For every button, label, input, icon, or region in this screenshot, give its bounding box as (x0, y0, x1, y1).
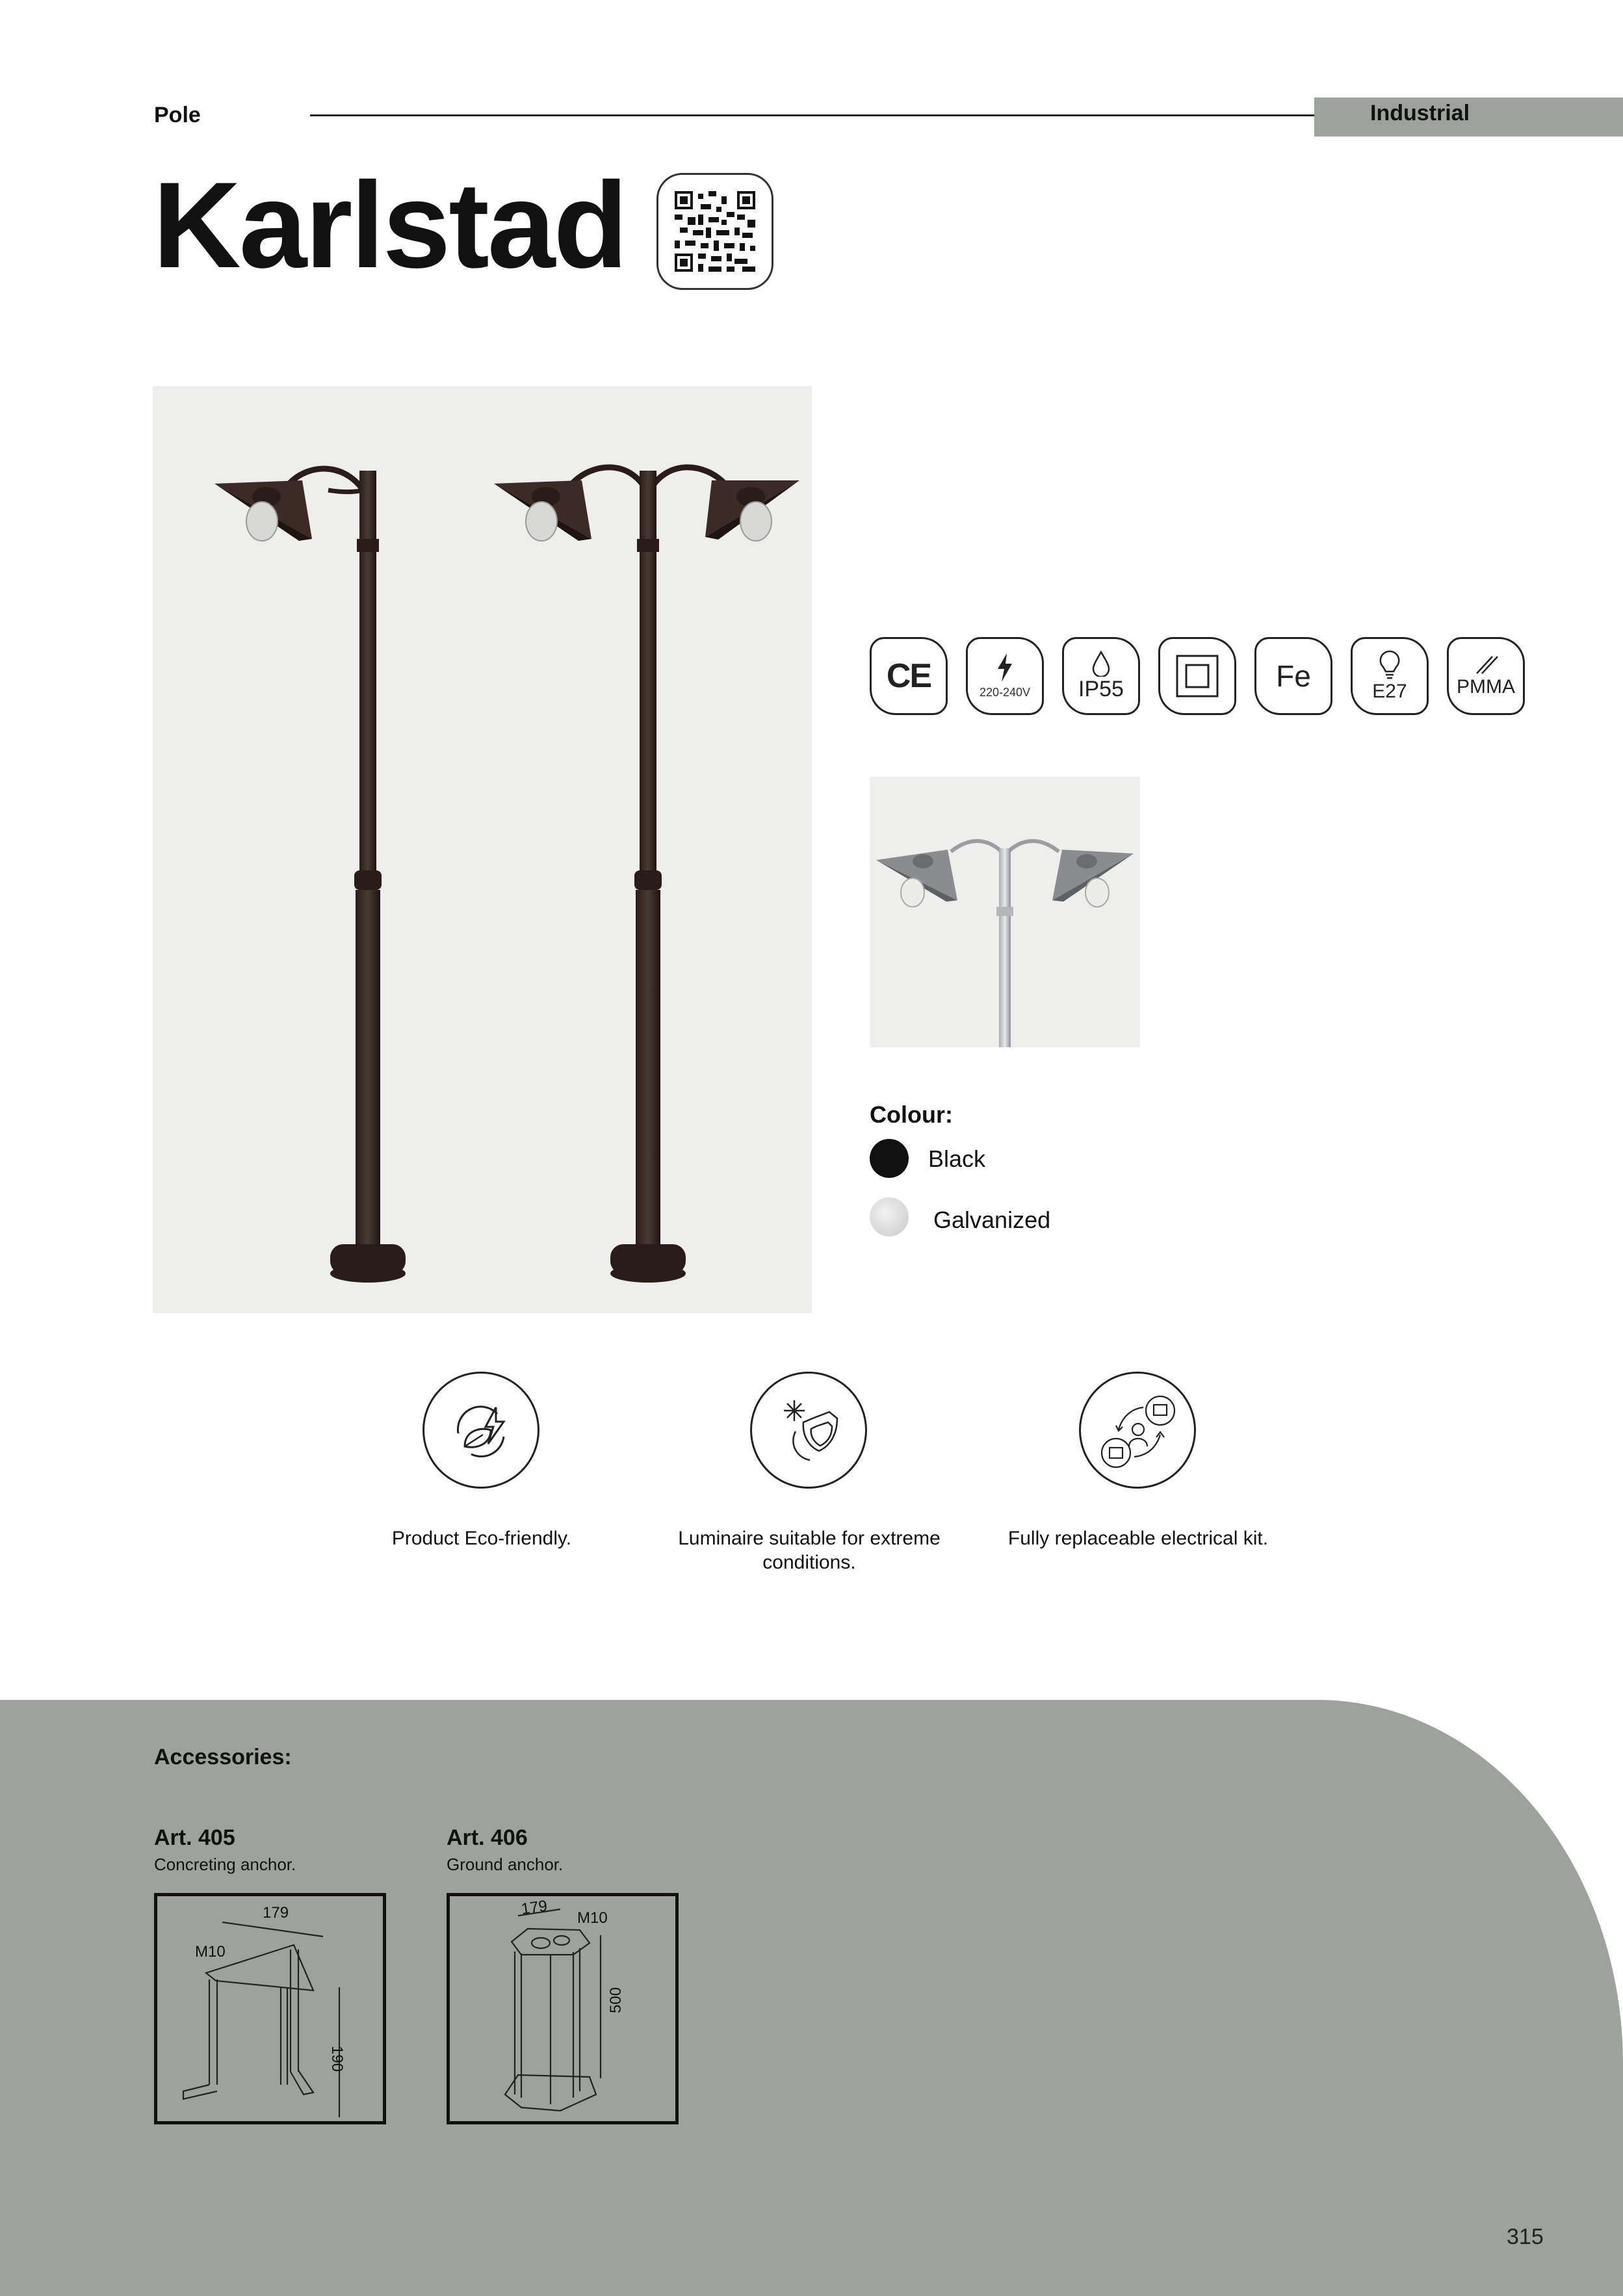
feature-kit-text: Fully replaceable electrical kit. (1007, 1528, 1269, 1549)
dim-height-label: 500 (607, 1987, 625, 2013)
accessory-drawing-406[interactable] (447, 1893, 679, 2124)
accessory-drawing-405[interactable] (154, 1893, 386, 2124)
accessory-desc: Concreting anchor. (154, 1855, 296, 1874)
pmma-icon: PMMA (1447, 637, 1525, 715)
colour-label-galvanized: Galvanized (933, 1207, 1051, 1233)
replaceable-kit-icon (1079, 1372, 1196, 1489)
swatch-galvanized[interactable] (870, 1197, 909, 1236)
accessory-title: Art. 405 (154, 1825, 235, 1850)
dim-height-label: 190 (328, 2046, 346, 2072)
dim-bolt-label: M10 (577, 1909, 608, 1927)
weather-shield-icon (750, 1372, 867, 1489)
eco-leaf-icon (422, 1372, 539, 1489)
qr-code-icon[interactable] (656, 173, 773, 290)
voltage-icon: 220-240V (966, 637, 1044, 715)
page-number: 315 (1507, 2224, 1544, 2249)
ce-mark-icon: CE (870, 637, 948, 715)
iron-material-icon: Fe (1254, 637, 1332, 715)
double-insulation-icon (1158, 637, 1236, 715)
lamp-pole-photo (153, 386, 812, 1313)
style-tag: Industrial (1314, 98, 1623, 137)
accessories-heading: Accessories: (154, 1745, 292, 1769)
category-label: Pole (154, 103, 201, 127)
colour-label-black: Black (928, 1145, 986, 1172)
colour-heading: Colour: (870, 1101, 953, 1128)
accessory-title: Art. 406 (447, 1825, 528, 1850)
dim-width-label: 179 (520, 1897, 549, 1918)
dim-bolt-label: M10 (195, 1943, 226, 1961)
swatch-black[interactable] (870, 1139, 909, 1178)
product-title: Karlstad (153, 157, 627, 293)
header-divider (310, 114, 1315, 116)
feature-eco-text: Product Eco-friendly. (391, 1528, 572, 1549)
accessory-desc: Ground anchor. (447, 1855, 564, 1874)
water-drop-icon: IP55 (1062, 637, 1140, 715)
variant-product-photo (870, 777, 1140, 1047)
dim-width-label: 179 (263, 1904, 289, 1922)
galvanized-lamp-photo (870, 777, 1140, 1047)
bulb-icon: E27 (1351, 637, 1429, 715)
main-product-photo (153, 386, 812, 1313)
feature-extreme-text: Luminaire suitable for extreme conditions. (678, 1528, 941, 1573)
